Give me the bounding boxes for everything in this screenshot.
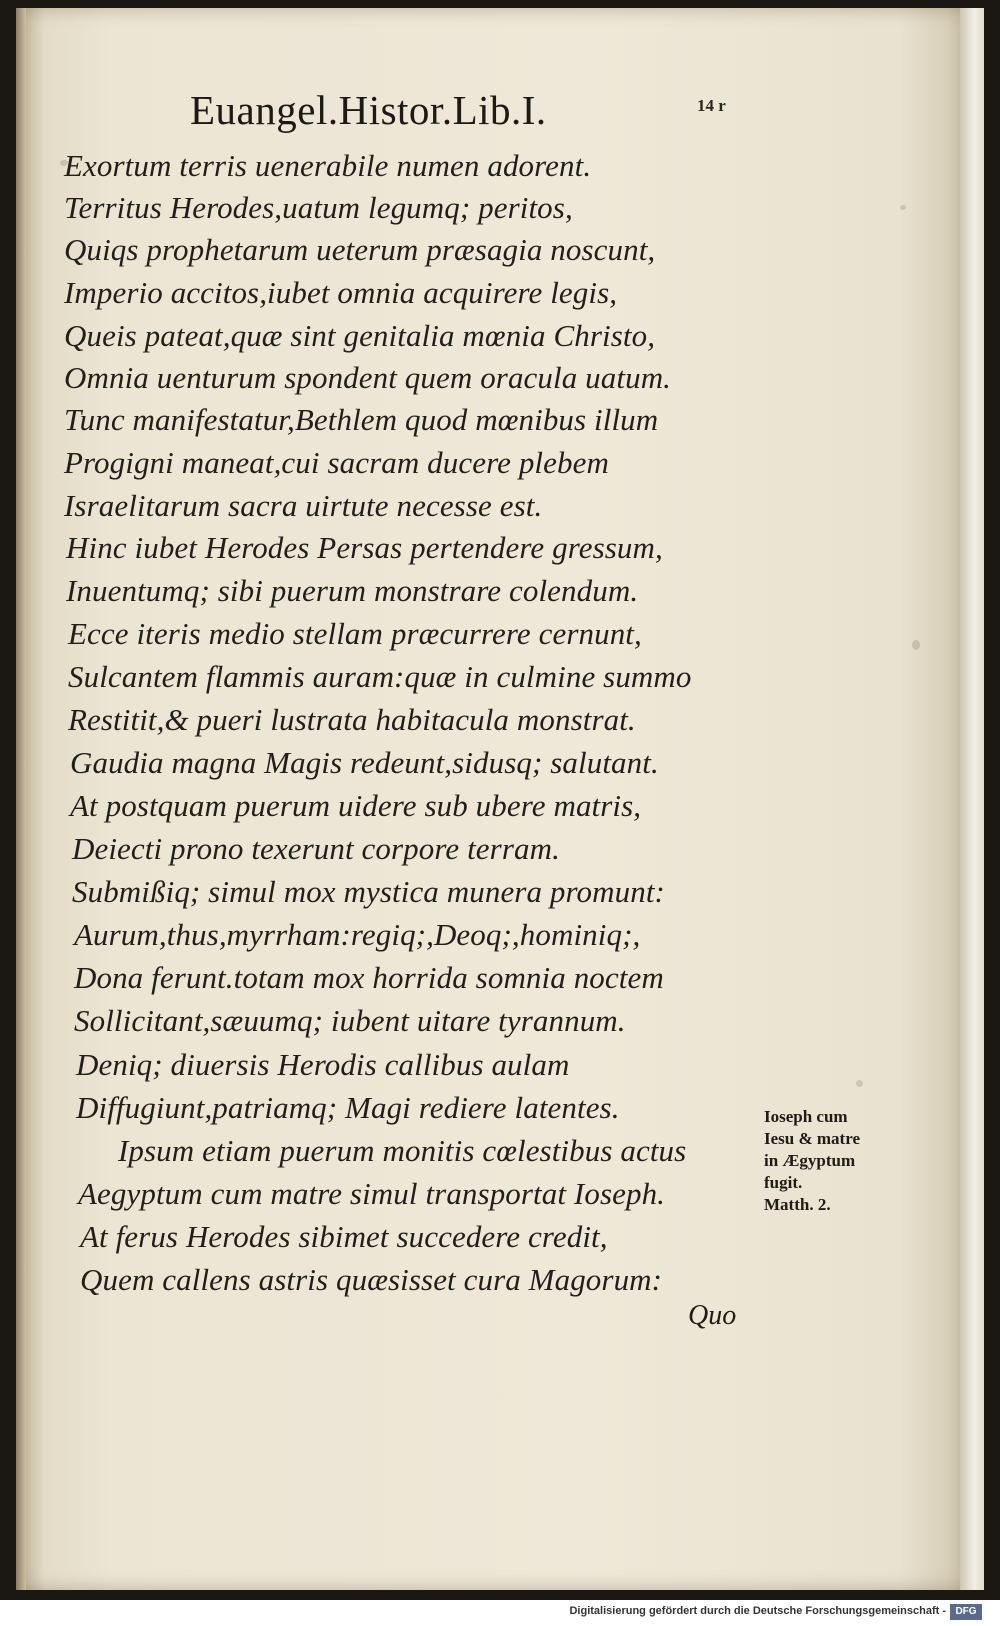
- catchword: Quo: [688, 1300, 737, 1331]
- ink-smudge: [856, 1080, 863, 1087]
- marginal-note-line: Iesu & matre: [764, 1129, 860, 1148]
- footer-bar: [0, 1600, 1000, 1626]
- verse-line: Sollicitant,sæuumq; iubent uitare tyrannum.: [74, 1003, 626, 1038]
- running-title: Euangel.Histor.Lib.I.: [190, 87, 547, 133]
- verse-line: Hinc iubet Herodes Persas pertendere gressum,: [66, 530, 663, 565]
- marginal-note-line: in Ægyptum: [764, 1151, 856, 1170]
- verse-line: Aurum,thus,myrrham:regiq;,Deoq;,hominiq;,: [74, 917, 641, 952]
- marginal-note-line: Ioseph cum: [764, 1107, 848, 1126]
- verse-line: Submißiq; simul mox mystica munera promunt:: [72, 874, 665, 909]
- verse-line: Progigni maneat,cui sacram ducere plebem: [64, 445, 609, 480]
- verse-line: Inuentumq; sibi puerum monstrare colendum.: [66, 573, 639, 608]
- marginal-note: [764, 1106, 860, 1216]
- verse-line: Omnia uenturum spondent quem oracula uatum.: [64, 360, 672, 395]
- verse-line: Quiqs prophetarum ueterum præsagia noscunt,: [64, 232, 656, 267]
- verse-line: Exortum terris uenerabile numen adorent.: [64, 148, 592, 183]
- folio-number: 14 r: [697, 96, 726, 115]
- verse-line: At ferus Herodes sibimet succedere credit,: [80, 1219, 608, 1254]
- verse-line: Aegyptum cum matre simul transportat Ioseph.: [78, 1176, 666, 1211]
- verse-line: Imperio accitos,iubet omnia acquirere legis,: [64, 275, 618, 310]
- marginal-note-line: fugit.: [764, 1173, 803, 1192]
- ink-smudge: [900, 205, 906, 210]
- verse-line: Queis pateat,quæ sint genitalia mœnia Christo,: [64, 318, 656, 353]
- verse-line: Israelitarum sacra uirtute necesse est.: [64, 488, 543, 523]
- verse-line: Tunc manifestatur,Bethlem quod mœnibus illum: [64, 402, 659, 437]
- verse-line: Ecce iteris medio stellam præcurrere cernunt,: [68, 616, 642, 651]
- digitization-credit: Digitalisierung gefördert durch die Deutsche Forschungsgemeinschaft -: [569, 1605, 946, 1617]
- page-gutter: [16, 8, 26, 1590]
- dfg-logo: DFG: [950, 1604, 982, 1620]
- verse-line: Ipsum etiam puerum monitis cœlestibus actus: [118, 1133, 687, 1168]
- verse-line: Diffugiunt,patriamq; Magi rediere latentes.: [76, 1090, 620, 1125]
- verse-line: Territus Herodes,uatum legumq; peritos,: [64, 190, 573, 225]
- verse-line: Sulcantem flammis auram:quæ in culmine summo: [68, 659, 692, 694]
- verse-line: Gaudia magna Magis redeunt,sidusq; salutant.: [70, 745, 659, 780]
- page-edge: [960, 8, 984, 1590]
- marginal-note-line: Matth. 2.: [764, 1195, 831, 1214]
- verse-line: Deniq; diuersis Herodis callibus aulam: [76, 1047, 570, 1082]
- verse-line: Dona ferunt.totam mox horrida somnia noctem: [74, 960, 664, 995]
- ink-smudge: [912, 640, 920, 650]
- verse-line: At postquam puerum uidere sub ubere matris,: [70, 788, 642, 823]
- verse-line: Deiecti prono texerunt corpore terram.: [72, 831, 560, 866]
- verse-line: Restitit,& pueri lustrata habitacula monstrat.: [68, 702, 636, 737]
- verse-line: Quem callens astris quæsisset cura Magorum:: [80, 1262, 663, 1297]
